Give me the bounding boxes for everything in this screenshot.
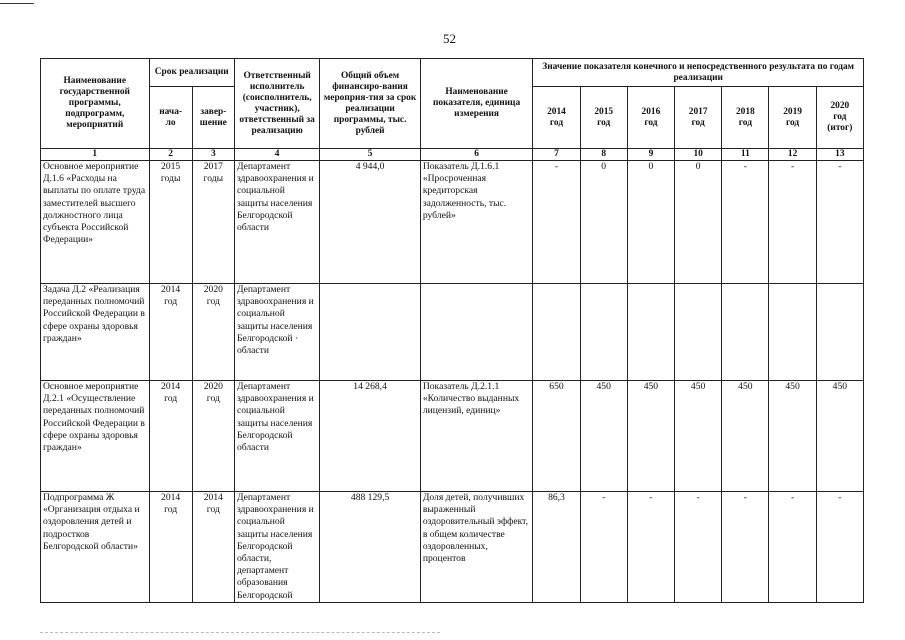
col-number: 4 [234, 149, 319, 161]
top-rule [0, 3, 34, 4]
row-executor: Департамент здравоохранения и социальной защиты населения Белгородской области [234, 161, 319, 284]
row-indicator [420, 284, 533, 381]
row-value [769, 284, 816, 381]
row-value: 450 [580, 381, 627, 492]
scan-edge-marks [40, 632, 440, 635]
header-year-2016: 2016 год [627, 87, 674, 149]
row-value: 0 [675, 161, 722, 284]
header-year-2014: 2014 год [533, 87, 580, 149]
row-value [533, 284, 580, 381]
header-year-2018: 2018 год [722, 87, 769, 149]
row-end: 2017 годы [192, 161, 234, 284]
row-value: 650 [533, 381, 580, 492]
row-value: - [816, 492, 863, 603]
row-value [722, 284, 769, 381]
row-volume: 14 268,4 [320, 381, 420, 492]
col-number: 12 [769, 149, 816, 161]
row-indicator: Доля детей, получивших выраженный оздоровительный эффект, в общем количестве оздоровленных, процентов [420, 492, 533, 603]
header-year-2020: 2020 год (итог) [816, 87, 863, 149]
row-value [580, 284, 627, 381]
row-end: 2020 год [192, 381, 234, 492]
col-number: 11 [722, 149, 769, 161]
header-period: Срок реализации [149, 59, 234, 87]
header-start: нача- ло [149, 87, 192, 149]
table-row [41, 381, 864, 492]
row-value [816, 284, 863, 381]
col-number: 1 [41, 149, 150, 161]
row-name: Основное мероприятие Д.1.6 «Расходы на выплаты по оплате труда заместителей высшего должностного лица субъекта Российской Федерации» [41, 161, 150, 284]
header-volume: Общий объем финансиро-вания мероприя-тия за срок реализации программы, тыс. рублей [320, 59, 420, 149]
row-value: - [722, 492, 769, 603]
row-value: 0 [580, 161, 627, 284]
row-value: 450 [627, 381, 674, 492]
col-number: 6 [420, 149, 533, 161]
row-volume: 4 944,0 [320, 161, 420, 284]
row-volume: 488 129,5 [320, 492, 420, 603]
col-number: 7 [533, 149, 580, 161]
row-value: - [769, 161, 816, 284]
row-value: 450 [722, 381, 769, 492]
page-number: 52 [443, 31, 456, 46]
row-value: 450 [816, 381, 863, 492]
row-value: - [580, 492, 627, 603]
row-indicator: Показатель Д.2.1.1 «Количество выданных лицензий, единиц» [420, 381, 533, 492]
col-number: 13 [816, 149, 863, 161]
row-start: 2014 год [149, 284, 192, 381]
header-end: завер- шение [192, 87, 234, 149]
col-number: 10 [675, 149, 722, 161]
row-end: 2020 год [192, 284, 234, 381]
header-year-2019: 2019 год [769, 87, 816, 149]
table-row [41, 492, 864, 603]
row-name: Основное мероприятие Д.2.1 «Осуществление переданных полномочий Российской Федерации в сфере охраны здоровья граждан» [41, 381, 150, 492]
row-value: - [533, 161, 580, 284]
row-executor: Департамент здравоохранения и социальной защиты населения Белгородской · области [234, 284, 319, 381]
row-value: - [769, 492, 816, 603]
col-number: 3 [192, 149, 234, 161]
row-start: 2014 год [149, 492, 192, 603]
row-executor: Департамент здравоохранения и социальной защиты населения Белгородской области [234, 381, 319, 492]
col-number: 5 [320, 149, 420, 161]
row-value: - [675, 492, 722, 603]
col-number: 9 [627, 149, 674, 161]
row-value: - [722, 161, 769, 284]
table-row [41, 161, 864, 284]
header-indicator: Наименование показателя, единица измерения [420, 59, 533, 149]
program-table [40, 58, 864, 603]
row-start: 2015 годы [149, 161, 192, 284]
row-value: 450 [675, 381, 722, 492]
row-end: 2014 год [192, 492, 234, 603]
row-value: 450 [769, 381, 816, 492]
header-executor: Ответственный исполнитель (соисполнитель, участник), ответственный за реализацию [234, 59, 319, 149]
col-number: 2 [149, 149, 192, 161]
row-start: 2014 год [149, 381, 192, 492]
header-values-group: Значение показателя конечного и непосредственного результата по годам реализации [533, 59, 864, 87]
row-value [675, 284, 722, 381]
row-volume [320, 284, 420, 381]
table-row [41, 284, 864, 381]
row-value [627, 284, 674, 381]
row-value: - [816, 161, 863, 284]
row-indicator: Показатель Д.1.6.1 «Просроченная кредиторская задолженность, тыс. рублей» [420, 161, 533, 284]
header-year-2015: 2015 год [580, 87, 627, 149]
header-year-2017: 2017 год [675, 87, 722, 149]
row-value: 0 [627, 161, 674, 284]
col-number: 8 [580, 149, 627, 161]
row-name: Подпрограмма Ж «Организация отдыха и оздоровления детей и подростков Белгородской области» [41, 492, 150, 603]
row-executor: Департамент здравоохранения и социальной защиты населения Белгородской области, департамент образования Белгородской [234, 492, 319, 603]
row-name: Задача Д.2 «Реализация переданных полномочий Российской Федерации в сфере охраны здоровья граждан» [41, 284, 150, 381]
row-value: - [627, 492, 674, 603]
header-name: Наименование государственной программы, подпрограмм, мероприятий [41, 59, 150, 149]
row-value: 86,3 [533, 492, 580, 603]
